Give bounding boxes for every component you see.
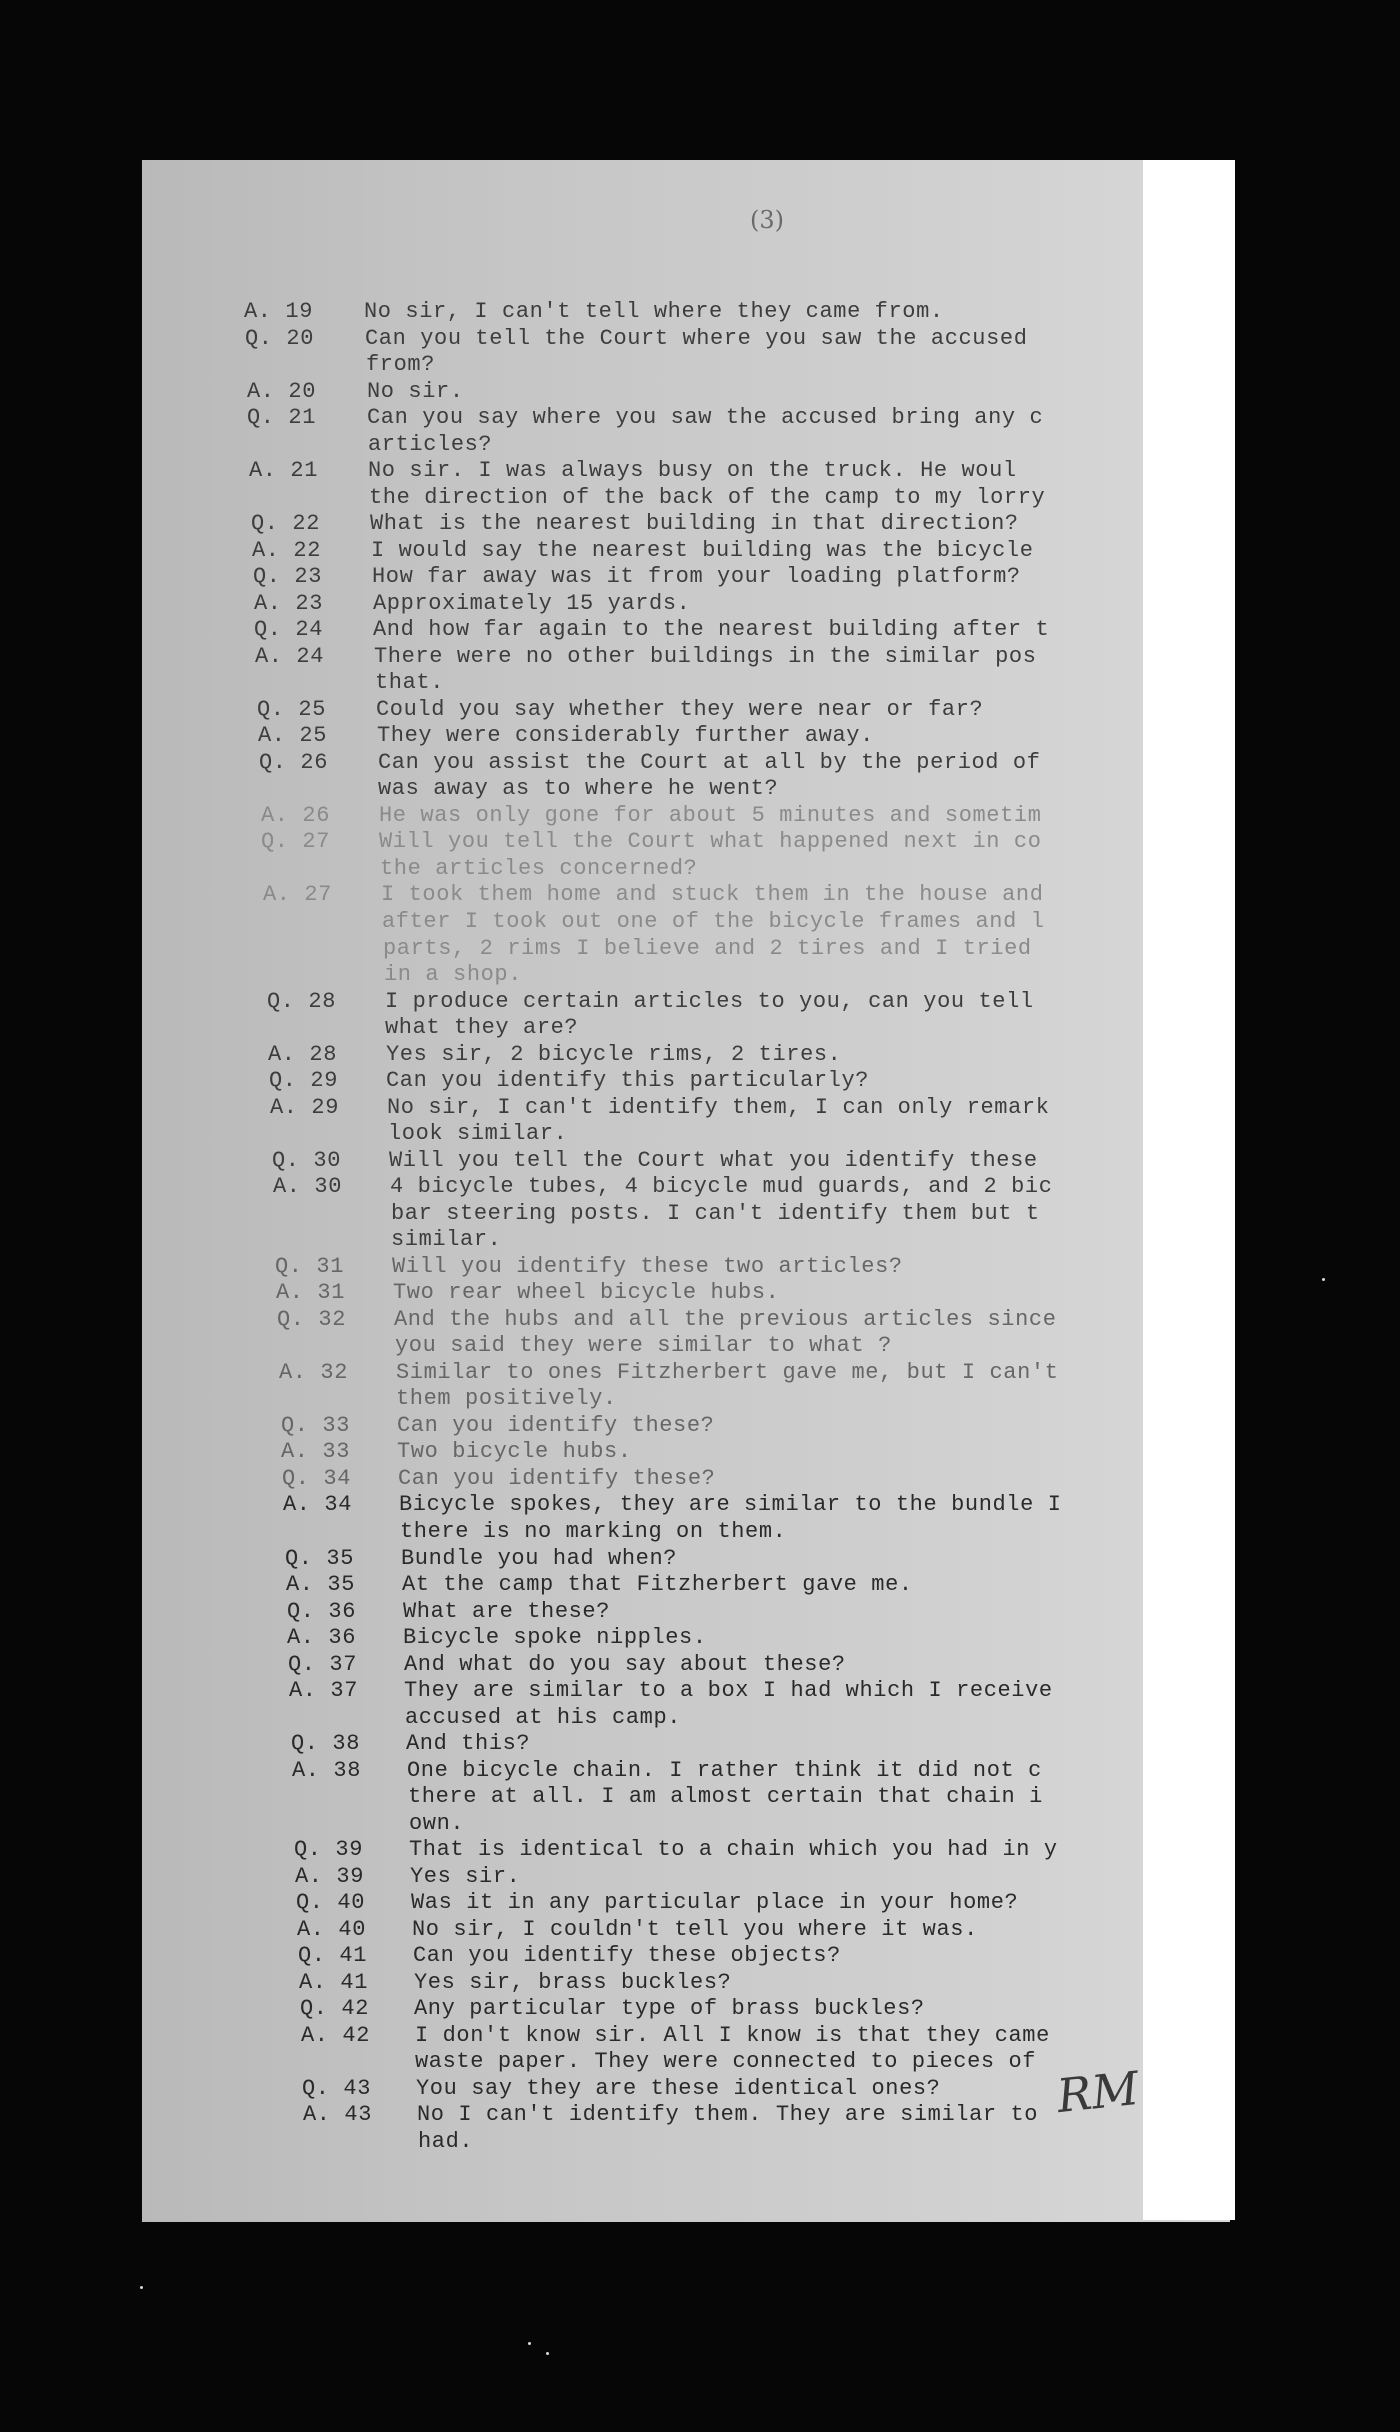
qa-label: A. 24 — [255, 644, 325, 669]
qa-label: Q. 37 — [288, 1652, 358, 1677]
qa-text: Yes sir, 2 bicycle rims, 2 tires. — [386, 1042, 842, 1067]
qa-label: Q. 32 — [277, 1307, 347, 1332]
qa-text: own. — [409, 1811, 465, 1836]
qa-text: Can you identify these? — [398, 1466, 716, 1491]
qa-text: One bicycle chain. I rather think it did not c — [407, 1758, 1042, 1783]
qa-label: Q. 31 — [275, 1254, 345, 1279]
transcript-lines — [142, 160, 1230, 2222]
qa-text: the articles concerned? — [380, 856, 698, 881]
document-page — [142, 160, 1230, 2222]
qa-label: A. 42 — [301, 2023, 371, 2048]
qa-label: Q. 36 — [287, 1599, 357, 1624]
qa-text: No sir. I was always busy on the truck. He woul — [368, 458, 1017, 483]
qa-text: No sir, I can't identify them, I can only remark — [387, 1095, 1050, 1120]
qa-label: A. 41 — [299, 1970, 369, 1995]
qa-text: Two rear wheel bicycle hubs. — [393, 1280, 780, 1305]
qa-text: Can you say where you saw the accused bring any c — [367, 405, 1044, 430]
qa-text: Bicycle spoke nipples. — [403, 1625, 707, 1650]
qa-text: I produce certain articles to you, can you tell — [385, 989, 1034, 1014]
qa-text: Yes sir. — [410, 1864, 521, 1889]
qa-label: Q. 25 — [257, 697, 327, 722]
qa-text: And how far again to the nearest building after t — [373, 617, 1050, 642]
qa-text: I took them home and stuck them in the house and — [381, 882, 1044, 907]
qa-text: had. — [418, 2129, 474, 2154]
qa-text: They are similar to a box I had which I receive — [404, 1678, 1053, 1703]
qa-label: A. 23 — [254, 591, 324, 616]
qa-label: A. 34 — [283, 1492, 353, 1517]
handwritten-initials: RM — [1054, 2060, 1142, 2124]
qa-label: Q. 22 — [251, 511, 321, 536]
qa-text: Approximately 15 yards. — [373, 591, 691, 616]
qa-text: Will you tell the Court what happened next in co — [379, 829, 1042, 854]
qa-text: Can you assist the Court at all by the period of — [378, 750, 1041, 775]
qa-text: Yes sir, brass buckles? — [414, 1970, 732, 1995]
qa-label: Q. 30 — [272, 1148, 342, 1173]
qa-text: No I can't identify them. They are similar to — [417, 2102, 1039, 2127]
qa-text: waste paper. They were connected to pieces of — [415, 2049, 1037, 2074]
qa-text: in a shop. — [384, 962, 523, 987]
qa-label: Q. 41 — [298, 1943, 368, 1968]
qa-label: Q. 33 — [281, 1413, 351, 1438]
qa-text: look similar. — [388, 1121, 568, 1146]
qa-text: Bicycle spokes, they are similar to the bundle I — [399, 1492, 1062, 1517]
qa-label: A. 26 — [261, 803, 331, 828]
qa-label: Q. 20 — [245, 326, 315, 351]
qa-text: No sir, I couldn't tell you where it was. — [412, 1917, 978, 1942]
qa-label: Q. 35 — [285, 1546, 355, 1571]
qa-label: A. 20 — [247, 379, 317, 404]
qa-text: They were considerably further away. — [377, 723, 874, 748]
qa-text: Will you tell the Court what you identify these — [389, 1148, 1038, 1173]
qa-label: A. 40 — [297, 1917, 367, 1942]
qa-text: Bundle you had when? — [401, 1546, 678, 1571]
qa-text: You say they are these identical ones? — [416, 2076, 941, 2101]
qa-label: Q. 42 — [300, 1996, 370, 2021]
qa-label: Q. 24 — [254, 617, 324, 642]
qa-label: A. 35 — [286, 1572, 356, 1597]
qa-label: Q. 40 — [296, 1890, 366, 1915]
qa-text: Was it in any particular place in your home? — [411, 1890, 1019, 1915]
qa-text: There were no other buildings in the similar pos — [374, 644, 1037, 669]
qa-label: A. 36 — [287, 1625, 357, 1650]
qa-text: that. — [375, 670, 445, 695]
qa-text: No sir, I can't tell where they came from. — [364, 299, 944, 324]
qa-text: That is identical to a chain which you had in y — [409, 1837, 1058, 1862]
qa-label: A. 19 — [244, 299, 314, 324]
qa-text: He was only gone for about 5 minutes and sometim — [379, 803, 1042, 828]
qa-text: Can you identify these objects? — [413, 1943, 841, 1968]
qa-text: accused at his camp. — [405, 1705, 682, 1730]
qa-text: what they are? — [385, 1015, 579, 1040]
page-edge-strip — [1143, 160, 1235, 2220]
qa-text: Any particular type of brass buckles? — [414, 1996, 925, 2021]
qa-label: A. 38 — [292, 1758, 362, 1783]
qa-text: Similar to ones Fitzherbert gave me, but I can't — [396, 1360, 1059, 1385]
qa-text: similar. — [391, 1227, 502, 1252]
qa-text: there at all. I am almost certain that chain i — [408, 1784, 1043, 1809]
page-number: (3) — [750, 206, 784, 234]
qa-text: And this? — [406, 1731, 531, 1756]
qa-text: after I took out one of the bicycle frames and l — [382, 909, 1045, 934]
qa-label: Q. 27 — [261, 829, 331, 854]
qa-label: A. 29 — [270, 1095, 340, 1120]
qa-text: Can you identify this particularly? — [386, 1068, 870, 1093]
qa-label: Q. 23 — [253, 564, 323, 589]
qa-label: A. 31 — [276, 1280, 346, 1305]
qa-text: bar steering posts. I can't identify them but t — [391, 1201, 1040, 1226]
qa-label: A. 22 — [252, 538, 322, 563]
qa-text: Can you identify these? — [397, 1413, 715, 1438]
qa-text: parts, 2 rims I believe and 2 tires and I tried — [383, 936, 1032, 961]
qa-label: Q. 43 — [302, 2076, 372, 2101]
qa-text: No sir. — [367, 379, 464, 404]
qa-text: I would say the nearest building was the bicycle — [371, 538, 1034, 563]
qa-text: Two bicycle hubs. — [397, 1439, 632, 1464]
qa-label: Q. 21 — [247, 405, 317, 430]
qa-text: articles? — [368, 432, 493, 457]
qa-text: from? — [366, 352, 436, 377]
qa-text: How far away was it from your loading platform? — [372, 564, 1021, 589]
qa-label: A. 28 — [268, 1042, 338, 1067]
qa-text: the direction of the back of the camp to my lorry — [369, 485, 1046, 510]
qa-label: A. 33 — [281, 1439, 351, 1464]
qa-text: you said they were similar to what ? — [395, 1333, 892, 1358]
qa-text: And what do you say about these? — [404, 1652, 846, 1677]
qa-text: What are these? — [403, 1599, 611, 1624]
qa-label: Q. 28 — [267, 989, 337, 1014]
qa-label: Q. 38 — [291, 1731, 361, 1756]
qa-text: there is no marking on them. — [400, 1519, 787, 1544]
qa-text: Can you tell the Court where you saw the accused — [365, 326, 1028, 351]
qa-text: Could you say whether they were near or far? — [376, 697, 984, 722]
qa-label: A. 43 — [303, 2102, 373, 2127]
qa-label: A. 32 — [279, 1360, 349, 1385]
qa-label: A. 25 — [258, 723, 328, 748]
qa-text: them positively. — [396, 1386, 617, 1411]
qa-label: Q. 29 — [269, 1068, 339, 1093]
qa-text: 4 bicycle tubes, 4 bicycle mud guards, and 2 bic — [390, 1174, 1053, 1199]
qa-label: Q. 26 — [259, 750, 329, 775]
qa-text: was away as to where he went? — [378, 776, 779, 801]
qa-label: Q. 39 — [294, 1837, 364, 1862]
qa-text: And the hubs and all the previous articles since — [394, 1307, 1057, 1332]
qa-label: A. 21 — [249, 458, 319, 483]
qa-label: Q. 34 — [282, 1466, 352, 1491]
qa-label: A. 37 — [289, 1678, 359, 1703]
qa-text: What is the nearest building in that direction? — [370, 511, 1019, 536]
qa-label: A. 39 — [295, 1864, 365, 1889]
qa-text: Will you identify these two articles? — [392, 1254, 903, 1279]
qa-text: I don't know sir. All I know is that they came — [415, 2023, 1050, 2048]
qa-label: A. 30 — [273, 1174, 343, 1199]
qa-label: A. 27 — [263, 882, 333, 907]
qa-text: At the camp that Fitzherbert gave me. — [402, 1572, 913, 1597]
